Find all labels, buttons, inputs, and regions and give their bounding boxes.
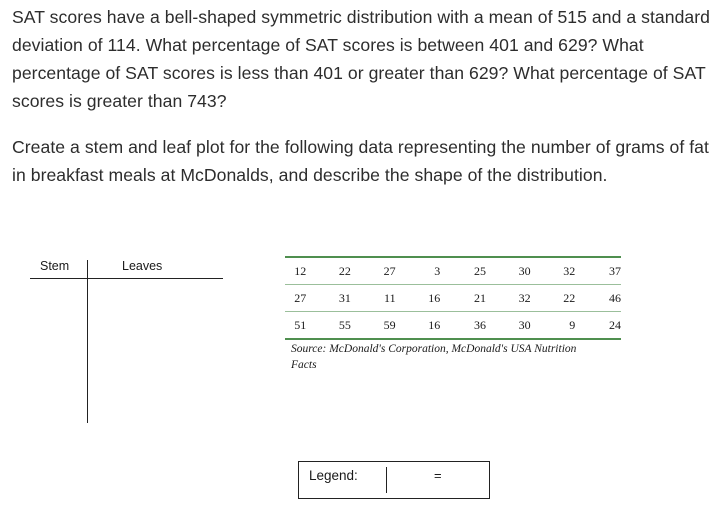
table-cell: 36 [473, 317, 486, 332]
table-cell: 11 [384, 290, 396, 305]
table-cell: 46 [609, 290, 621, 305]
table-cell: 27 [383, 263, 396, 278]
table-cell: 51 [294, 317, 307, 332]
table-cell: 31 [338, 290, 351, 305]
fat-grams-table [285, 256, 621, 340]
table-cell: 37 [609, 263, 621, 278]
table-cell: 55 [338, 317, 351, 332]
table-cell: 59 [383, 317, 396, 332]
legend-equals: = [434, 468, 442, 483]
table-source-note [291, 341, 591, 373]
table-cell: 25 [473, 263, 486, 278]
table-cell: 22 [338, 263, 351, 278]
legend-box [298, 461, 490, 499]
stem-leaf-header-rule [30, 278, 223, 279]
table-cell: 30 [518, 317, 531, 332]
table-cell: 3 [434, 263, 441, 278]
table-row [285, 312, 621, 340]
stem-header: Stem [40, 259, 70, 273]
question-sat-text: SAT scores have a bell-shaped symmetric distribution with a mean of 515 and a standard deviation of 114. What percentage of SAT scores is between 401 and 629? What percentage of SAT scores is less than 401 or greater than 629? What percentage of SAT scores is greater than 743? [12, 7, 710, 111]
table-cell: 16 [428, 317, 441, 332]
table-cell: 24 [609, 317, 621, 332]
table-cell: 30 [518, 263, 531, 278]
legend-label: Legend: [309, 468, 358, 483]
legend-divider [386, 467, 387, 493]
source-label: Source: [291, 343, 327, 355]
table-cell: 16 [428, 290, 441, 305]
question-stem-leaf-text: Create a stem and leaf plot for the following data representing the number of grams of fat in breakfast meals at McDonalds, and describe the shape of the distribution. [12, 137, 709, 185]
table-cell: 21 [473, 290, 486, 305]
leaves-header: Leaves [122, 259, 163, 273]
table-cell: 32 [518, 290, 531, 305]
table-cell: 22 [563, 290, 576, 305]
stem-leaf-divider [87, 260, 88, 423]
table-cell: 9 [569, 317, 576, 332]
table-row [285, 285, 621, 312]
table-cell: 12 [294, 263, 307, 278]
table-cell: 27 [294, 290, 307, 305]
source-text: McDonald's Corporation, McDonald's USA Nutrition Facts [291, 343, 577, 371]
table-cell: 32 [563, 263, 576, 278]
table-row [285, 257, 621, 285]
